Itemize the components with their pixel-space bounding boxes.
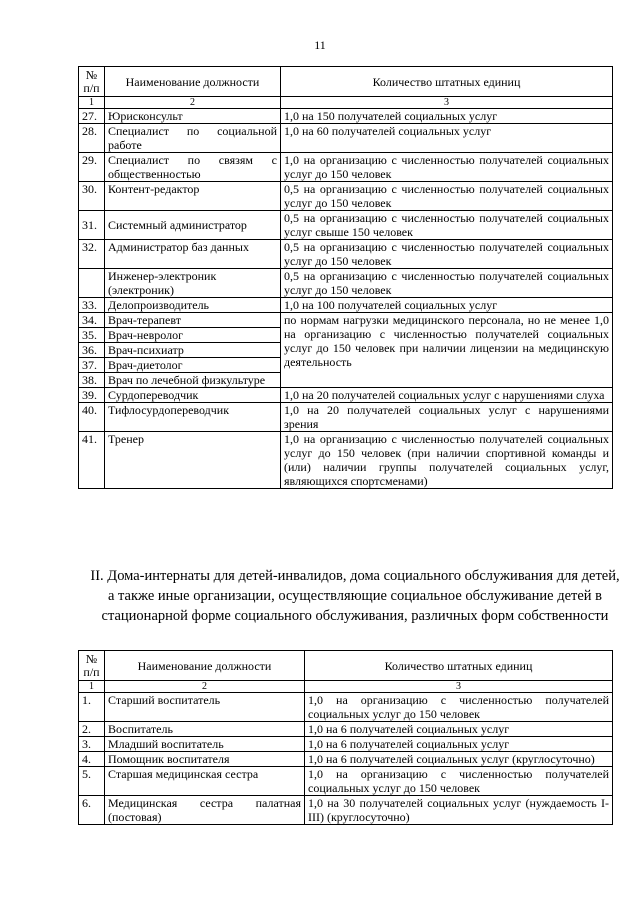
table-row [79,403,613,432]
row-number: 37. [79,358,105,373]
position-name: Контент-редактор [105,182,281,211]
table-row [79,722,613,737]
staff-quantity: 0,5 на организацию с численностью получателей социальных услуг до 150 человек [281,240,613,269]
index-row [79,97,613,109]
position-name: Сурдопереводчик [105,388,281,403]
staff-quantity: 1,0 на организацию с численностью получателей социальных услуг до 150 человек [281,153,613,182]
position-name: Делопроизводитель [105,298,281,313]
position-name: Врач-невролог [105,328,281,343]
row-number: 34. [79,313,105,328]
table-row [79,693,613,722]
page-number: 11 [314,38,326,52]
staff-quantity: 1,0 на 20 получателей социальных услуг с нарушениями слуха [281,388,613,403]
header-num: № п/п [79,67,105,97]
row-number: 5. [79,767,105,796]
staff-quantity: 0,5 на организацию с численностью получателей социальных услуг до 150 человек [281,182,613,211]
staff-quantity: 1,0 на 60 получателей социальных услуг [281,124,613,153]
position-name: Врач-диетолог [105,358,281,373]
index-cell: 1 [79,97,105,109]
staff-quantity: 1,0 на 100 получателей социальных услуг [281,298,613,313]
staff-quantity: 1,0 на 6 получателей социальных услуг [305,722,613,737]
header-qty: Количество штатных единиц [305,651,613,681]
position-name: Тренер [105,432,281,489]
staff-quantity: 1,0 на организацию с численностью получателей социальных услуг до 150 человек [305,767,613,796]
table-row [79,737,613,752]
header-qty: Количество штатных единиц [281,67,613,97]
row-number: 31. [79,211,105,240]
row-number: 36. [79,343,105,358]
row-number: 27. [79,109,105,124]
staff-quantity: 0,5 на организацию с численностью получателей социальных услуг свыше 150 человек [281,211,613,240]
position-name: Инженер-электроник (электроник) [105,269,281,298]
header-name: Наименование должности [105,651,305,681]
position-name: Воспитатель [105,722,305,737]
row-number: 29. [79,153,105,182]
row-number: 3. [79,737,105,752]
row-number: 28. [79,124,105,153]
table-row [79,240,613,269]
table-row [79,182,613,211]
row-number: 41. [79,432,105,489]
table-row [79,269,613,298]
row-number: 30. [79,182,105,211]
table-row [79,432,613,489]
index-cell: 3 [305,681,613,693]
position-name: Врач-психиатр [105,343,281,358]
table-row [79,752,613,767]
staff-quantity: 1,0 на 150 получателей социальных услуг [281,109,613,124]
position-name: Помощник воспитателя [105,752,305,767]
position-name: Специалист по связям с общественностью [105,153,281,182]
row-number: 39. [79,388,105,403]
table-row [79,388,613,403]
position-name: Юрисконсульт [105,109,281,124]
table-header-row [79,651,613,681]
staff-quantity: 1,0 на 20 получателей социальных услуг с нарушениями зрения [281,403,613,432]
table-row [79,211,613,240]
position-name: Врач-терапевт [105,313,281,328]
row-number: 38. [79,373,105,388]
row-number: 6. [79,796,105,825]
table-row [79,796,613,825]
staff-quantity: 1,0 на 6 получателей социальных услуг [305,737,613,752]
header-num: № п/п [79,651,105,681]
index-cell: 2 [105,97,281,109]
table-row [79,109,613,124]
table-row [79,313,613,328]
position-name: Администратор баз данных [105,240,281,269]
row-number: 33. [79,298,105,313]
position-name: Младший воспитатель [105,737,305,752]
staff-quantity: 1,0 на организацию с численностью получателей социальных услуг до 150 человек (при наличии спортивной команды и (или) наличии группы получателей социальных услуг, являющихся спортсменами) [281,432,613,489]
staff-quantity: 1,0 на организацию с численностью получателей социальных услуг до 150 человек [305,693,613,722]
index-cell: 2 [105,681,305,693]
section-title: II. Дома-интернаты для детей-инвалидов, дома социального обслуживания для детей, а также иные организации, осуществляющие социальное обслуживание детей в стационарной форме социального обслуживания, различных форм собственности [90,568,620,624]
index-cell: 1 [79,681,105,693]
position-name: Медицинская сестра палатная (постовая) [105,796,305,825]
row-number: 4. [79,752,105,767]
staff-quantity: 1,0 на 6 получателей социальных услуг (круглосуточно) [305,752,613,767]
staff-quantity: 0,5 на организацию с численностью получателей социальных услуг до 150 человек [281,269,613,298]
table-row [79,153,613,182]
row-number: 32. [79,240,105,269]
staff-table-1 [78,66,613,489]
row-number: 35. [79,328,105,343]
row-number: 40. [79,403,105,432]
position-name: Врач по лечебной физкультуре [105,373,281,388]
row-number: 2. [79,722,105,737]
index-row [79,681,613,693]
header-name: Наименование должности [105,67,281,97]
position-name: Системный администратор [105,211,281,240]
staff-quantity: 1,0 на 30 получателей социальных услуг (нуждаемость I-III) (круглосуточно) [305,796,613,825]
position-name: Старшая медицинская сестра [105,767,305,796]
table-row [79,767,613,796]
position-name: Старший воспитатель [105,693,305,722]
table-row [79,124,613,153]
row-number: 1. [79,693,105,722]
staff-table-2 [78,650,613,825]
staff-quantity-medical: по нормам нагрузки медицинского персонала, но не менее 1,0 на организацию с численностью получателей социальных услуг до 150 человек при наличии лицензии на медицинскую деятельность [281,313,613,388]
table-header-row [79,67,613,97]
row-number [79,269,105,298]
table-row [79,298,613,313]
index-cell: 3 [281,97,613,109]
position-name: Тифлосурдопереводчик [105,403,281,432]
position-name: Специалист по социальной работе [105,124,281,153]
